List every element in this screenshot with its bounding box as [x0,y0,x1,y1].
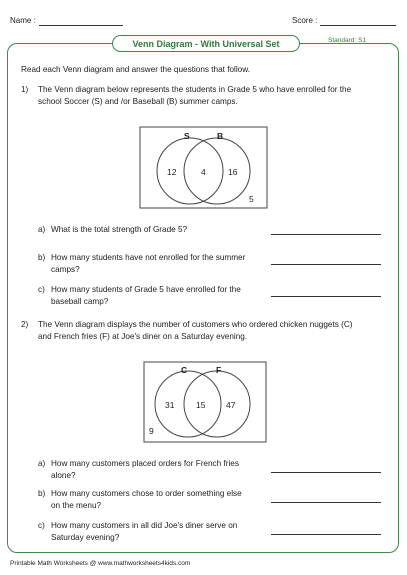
venn2-circle-b [184,371,250,437]
p2-question-c [51,520,266,543]
problem1-text-line1: The Venn diagram below represents the students in Grade 5 who have enrolled for the [38,85,352,94]
p2-question-a-line1: How many customers placed orders for French fries [51,459,239,468]
p1-question-a-line1: What is the total strength of Grade 5? [51,225,188,234]
problem2-text-line2: and French fries (F) at Joe's diner on a Saturday evening. [38,331,248,341]
venn2-label-a: C [181,365,188,375]
venn-diagram-2 [144,362,266,442]
p1-answer-b-line[interactable] [271,264,381,265]
name-label: Name : [10,16,36,25]
venn2-outside: 9 [149,426,154,436]
instructions: Read each Venn diagram and answer the questions that follow. [21,65,250,74]
p1-question-c [51,284,266,307]
problem2-text-line1: The Venn diagram displays the number of customers who ordered chicken nuggets (C) [38,320,353,329]
p1-question-c-line1: How many students of Grade 5 have enrolled for the [51,285,241,294]
p2-question-b-line1: How many customers chose to order something else [51,489,242,498]
p2-question-b [51,488,266,511]
p1-question-c-line2: baseball camp? [51,296,109,306]
p2-question-c-line2: Saturday evening? [51,532,120,542]
p1-question-b-letter: b) [38,253,46,262]
venn1-outside: 5 [249,194,254,204]
venn2-b-only: 47 [226,400,236,410]
footer-text: Printable Math Worksheets @ www.mathworksheets4kids.com [10,560,191,567]
problem2-number: 2) [21,320,29,329]
standard-label: Standard: S1 [328,37,366,44]
problem1-text-line2: school Soccer (S) and /or Baseball (B) summer camps. [38,96,238,106]
p2-question-a [51,458,266,481]
p2-question-b-line2: on the menu? [51,500,102,510]
p2-question-c-line1: How many customers in all did Joe's diner serve on [51,521,238,530]
p2-question-c-letter: c) [38,521,45,530]
p1-answer-a-line[interactable] [271,234,381,235]
problem1-number: 1) [21,85,29,94]
p1-question-b-line1: How many students have not enrolled for the summer [51,253,246,262]
p2-question-a-line2: alone? [51,470,76,480]
p1-question-a [51,224,266,236]
p2-question-b-letter: b) [38,489,46,498]
p2-answer-c-line[interactable] [271,534,381,535]
venn1-a-only: 12 [167,167,177,177]
p1-answer-c-line[interactable] [271,296,381,297]
venn1-both: 4 [201,167,206,177]
venn2-label-b: F [216,365,222,375]
p1-question-b [51,252,266,275]
problem2-text [38,319,388,342]
p1-question-a-letter: a) [38,225,46,234]
worksheet-title: Venn Diagram - With Universal Set [112,35,300,52]
p2-question-a-letter: a) [38,459,46,468]
venn1-label-b: B [217,131,224,141]
p2-answer-b-line[interactable] [271,502,381,503]
p1-question-b-line2: camps? [51,264,80,274]
venn-diagram-1 [140,127,267,208]
venn1-circle-b [184,138,250,204]
p2-answer-a-line[interactable] [271,472,381,473]
venn1-label-a: S [184,131,190,141]
venn2-a-only: 31 [165,400,175,410]
venn1-b-only: 16 [228,167,238,177]
score-label: Score : [292,16,318,25]
p1-question-c-letter: c) [38,285,45,294]
venn2-both: 15 [196,400,206,410]
